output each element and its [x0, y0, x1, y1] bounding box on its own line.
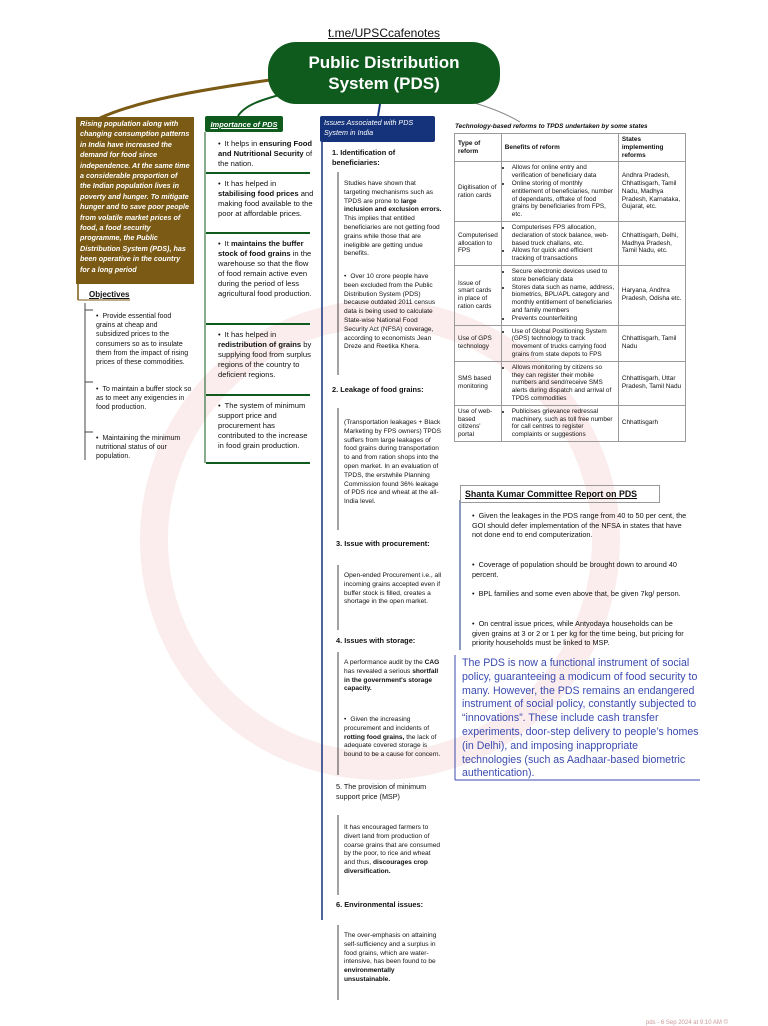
issue-para: • Given the increasing procurement and incidents of rotting food grains, the lack of adequate covered storage is bound to be a cause for concern. [344, 716, 442, 760]
issue-para: Open-ended Procurement i.e., all incoming grains accepted even if buffer stock is filled, creates a shortage in the open market. [344, 572, 442, 606]
issues-heading: Issues Associated with PDS System in India [320, 116, 435, 142]
issue-para: (Transportation leakages + Black Marketing by FPS owners) TPDS suffers from large leakages of food grains during transportation to and from ration shops into the open market. In an evaluation of TPDS, the erstwhile Planning Commission found 36% leakage of PDS rice and wheat at the all-India level. [344, 419, 441, 506]
footer-stamp: pds - 6 Sep 2024 at 9:10 AM © [645, 1020, 728, 1026]
table-header-row [455, 134, 686, 162]
issue-para: It has encouraged farmers to divert land from production of coarse grains that are consumed by the poor, to rice and wheat and thus, discourages crop diversification. [344, 824, 441, 875]
source-link[interactable]: t.me/UPSCcafenotes [327, 26, 441, 40]
table-row: Use of GPS technology • Use of Global Positioning System (GPS) technology to track movement of trucks carrying food grains from state depots to FPS Chhattisgarh, Tamil Nadu [455, 325, 686, 361]
shanta-item: • Given the leakages in the PDS range from 40 to 50 per cent, the GOI should defer implementation of the NFSA in states that have not done end to end computerization. [472, 511, 692, 540]
issue-title: 3. Issue with procurement: [336, 539, 430, 548]
table-header: States implementing reforms [618, 134, 685, 162]
title-line-2: System (PDS) [328, 74, 440, 93]
issue-title: 1. Identification of beneficiaries: [332, 148, 396, 167]
importance-item: • It helps in ensuring Food and Nutritional Security of the nation. [218, 139, 314, 169]
issue-para: The over-emphasis on attaining self-sufficiency and a surplus in food grains, which are water-intensive, has been found to be environmentally unsustainable. [344, 932, 437, 983]
table-header: Benefits of reform [501, 134, 618, 162]
issue-para: A performance audit by the CAG has revealed a serious shortfall in the government's storage capacity. [344, 659, 440, 693]
issue-title: 2. Leakage of food grains: [332, 385, 424, 394]
table-row: SMS based monitoring • Allows monitoring by citizens so they can register their mobile numbers and send/receive SMS alerts during dispatch and arrival of TPDS commodities Chhattisgarh, Uttar Pradesh, Tamil Nadu [455, 361, 686, 405]
importance-item: • It has helped in redistribution of grains by supplying food from surplus regions of the country to deficient regions. [218, 330, 314, 380]
table-header: Type of reform [455, 134, 502, 162]
importance-item: • It maintains the buffer stock of food grains in the warehouse so that the flow of food remain active even during the period of less agricultural food production. [218, 239, 314, 299]
pds-policy-note: The PDS is now a functional instrument of social policy, guaranteeing a modicum of food security to many. However, the PDS remains an endangered instrument of social policy, constantly subjected to “innovations”. These include cash transfer experiments, door-step delivery to people’s homes (in Delhi), and imposing inappropriate technologies (such as Aadhaar-based biometric authentication). [462, 657, 699, 780]
title-line-1: Public Distribution [308, 53, 460, 72]
shanta-item: • Coverage of population should be brought down to around 40 percent. [472, 560, 692, 579]
table-row: Use of web-based citizens' portal • Publicises grievance redressal machinery, such as toll free number for call centres to register complaints or suggestions Chhattisgarh [455, 405, 686, 441]
objective-item: • To maintain a buffer stock so as to meet any exigencies in food production. [96, 385, 192, 413]
intro-box: Rising population along with changing consumption patterns in India have increased the demand for food since independence. At the same time a considerable proportion of the Indian population lives in poverty and hunger. To mitigate hunger and to save poor people from volatile market prices of food, a food security programme, the Public Distribution System (PDS), has been operative in the country for a long period [76, 117, 194, 284]
objectives-heading: Objectives [89, 290, 130, 299]
issue-title: 4. Issues with storage: [336, 636, 416, 645]
issue-title: 6. Environmental issues: [336, 900, 424, 909]
shanta-item: • BPL families and some even above that, be given 7kg/ person. [472, 589, 692, 599]
table-row: Digitisation of ration cards • Allows for online entry and verification of beneficiary data • Online storing of monthly entitlement of beneficiaries, number of dependants, offtake of food grains by beneficiaries from FPS, etc. Andhra Pradesh, Chhattisgarh, Tamil Nadu, Madhya Pradesh, Karnataka, Gujarat, etc. [455, 162, 686, 222]
table-row: Issue of smart cards in place of ration cards • Secure electronic devices used to store beneficiary data • Stores data such as name, address, biometrics, BPL/APL category and monthly entitlement of beneficiaries and family members • Prevents counterfeiting Haryana, Andhra Pradesh, Odisha etc. [455, 265, 686, 325]
connector-issues [378, 104, 380, 116]
importance-item: • It has helped in stabilising food prices and making food available to the poor at affordable prices. [218, 179, 314, 219]
objective-item: • Provide essential food grains at cheap and subsidized prices to the consumers so as to insulate them from the impact of rising prices of these commodities. [96, 312, 192, 367]
shanta-kumar-heading: Shanta Kumar Committee Report on PDS [460, 485, 660, 503]
table-row: Computerised allocation to FPS • Computerises FPS allocation, declaration of stock balance, web-based truck challans, etc. • Allows for quick and efficient tracking of transactions Chhattisgarh, Delhi, Madhya Pradesh, Tamil Nadu, etc. [455, 221, 686, 265]
table-caption: Technology-based reforms to TPDS undertaken by some states [455, 123, 648, 130]
title-node [268, 42, 500, 104]
importance-heading: Importance of PDS [205, 116, 283, 132]
issue-para: • Over 10 crore people have been excluded from the Public Distribution System (PDS) because outdated 2011 census data is being used to calculate State-wise National Food Security Act (NFSA) coverage, according to economists Jean Dreze and Reetika Khera. [344, 273, 442, 352]
reforms-table [454, 133, 686, 442]
importance-item: • The system of minimum support price and procurement has contributed to the increase in food grain production. [218, 401, 314, 451]
issue-title: 5. The provision of minimum support price (MSP) [336, 782, 427, 801]
shanta-item: • On central issue prices, while Antyodaya households can be given grains at 3 or 2 or 1 per kg for the time being, but pricing for priority households must be linked to MSP. [472, 619, 692, 648]
objective-item: • Maintaining the minimum nutritional status of our population. [96, 434, 192, 462]
issue-para: Studies have shown that targeting mechanisms such as TPDS are prone to large inclusion and exclusion errors. This implies that entitled beneficiaries are not getting food grains while those that are ineligible are getting undue benefits. [344, 180, 442, 258]
connector-intro [100, 80, 270, 118]
